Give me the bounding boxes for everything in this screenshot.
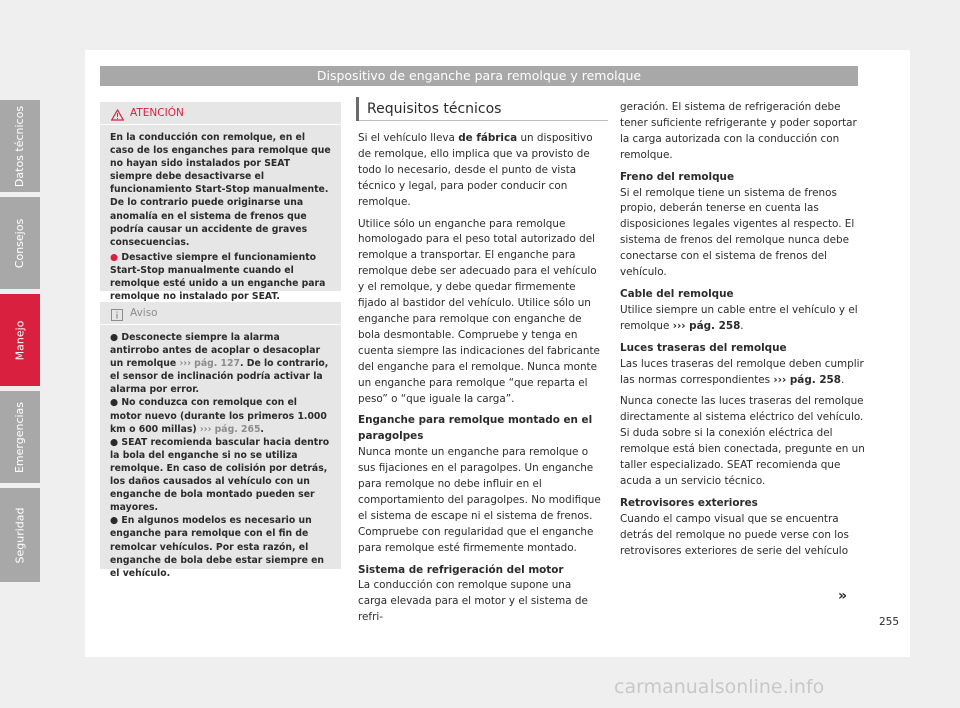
bullet-icon: ●: [110, 397, 119, 409]
page-reference-link[interactable]: ››› pág. 265: [199, 423, 261, 435]
paragraph: Utilice siempre un cable entre el vehículo y el remolque ››› pág. 258.: [620, 303, 858, 332]
tab-datos-tecnicos[interactable]: Datos técnicos: [0, 100, 40, 192]
warning-bullet-text: Desactive siempre el funcionamiento Start-Stop manualmente cuando el remolque esté unido a un enganche para remolque no instalado por SEAT.: [110, 251, 326, 303]
warning-box: [100, 102, 341, 303]
text-column-1: [358, 131, 603, 626]
tab-consejos[interactable]: Consejos: [0, 197, 40, 289]
warning-header: [100, 102, 341, 125]
paragraph: Las luces traseras del remolque deben cumplir las normas correspondientes ››› pág. 258.: [620, 357, 864, 386]
tab-manejo[interactable]: Manejo: [0, 294, 40, 386]
subheading: Retrovisores exteriores: [620, 496, 758, 509]
paragraph: Si el vehículo lleva de fábrica un dispositivo de remolque, ello implica que va provisto de todo lo necesario, desde el punto de vista técnico y legal, para poder conducir con remolque.: [358, 132, 593, 208]
subheading: Luces traseras del remolque: [620, 341, 787, 354]
page-header: Dispositivo de enganche para remolque y remolque: [100, 66, 858, 86]
subheading: Enganche para remolque montado en el paragolpes: [358, 414, 593, 443]
warning-triangle-icon: [111, 107, 124, 129]
tab-emergencias[interactable]: Emergencias: [0, 391, 40, 483]
paragraph: Utilice sólo un enganche para remolque homologado para el peso total autorizado del remolque a transportar. El enganche para remolque debe ser adecuado para el vehículo y el remolque, y debe quedar firmemente fijado al bastidor del vehículo. Utilice sólo un enganche para remolque con enganche de bola desmontable. Compruebe y tenga en cuenta siempre las indicaciones del fabricante del enganche para el remolque. Nunca monte un enganche para remolque “que reparta el peso” o “que iguale la carga”.: [358, 217, 600, 405]
page-reference-link[interactable]: ››› pág. 258: [773, 373, 842, 386]
continue-mark: »: [838, 588, 848, 604]
warning-title: ATENCIÓN: [130, 107, 184, 119]
watermark: carmanualsonline.info: [614, 676, 825, 698]
aviso-body: [100, 325, 341, 588]
subheading: Cable del remolque: [620, 287, 734, 300]
page-reference-link[interactable]: ››› pág. 258: [672, 319, 741, 332]
bullet-icon: ●: [110, 436, 119, 448]
warning-body: [100, 125, 341, 311]
bullet-icon: ●: [110, 251, 119, 263]
info-icon: [111, 307, 123, 329]
aviso-header: [100, 302, 341, 325]
page-number: 255: [879, 616, 900, 628]
paragraph: La conducción con remolque supone una carga elevada para el motor y el sistema de refri-: [358, 579, 588, 624]
aviso-bullet-3: ● SEAT recomienda bascular hacia dentro la bola del enganche si no se utiliza remolque. En caso de colisión por detrás, los daños causados al vehículo con un enganche de bola montado pueden ser mayores.: [110, 436, 330, 514]
paragraph: Nunca conecte las luces traseras del remolque directamente al sistema eléctrico del vehículo. Si duda sobre si la conexión eléctrica del remolque está bien conectada, pregunte en un taller especializado. SEAT recomienda que acuda a un servicio técnico.: [620, 395, 865, 487]
section-title: Requisitos técnicos: [356, 97, 608, 121]
page-reference-link[interactable]: ››› pág. 127: [179, 358, 240, 370]
warning-bullet: [110, 251, 331, 303]
paragraph: Si el remolque tiene un sistema de frenos propio, deberán tenerse en cuenta las disposiciones legales vigentes al respecto. El sistema de frenos del remolque nunca debe conectarse con el sistema de frenos del vehículo.: [620, 186, 855, 279]
warning-text: En la conducción con remolque, en el caso de los enganches para remolque que no hayan sido instalados por SEAT siempre debe desactivarse el funcionamiento Start-Stop manualmente. De lo contrario puede originarse una anomalía en el sistema de frenos que podría causar un accidente de graves consecuencias.: [110, 132, 331, 248]
aviso-bullet-1: ● Desconecte siempre la alarma antirrobo antes de acoplar o desacoplar un remolque ››› pág. 127. De lo contrario, el sensor de inclinación podría activar la alarma por error.: [110, 332, 329, 396]
subheading: Freno del remolque: [620, 170, 735, 183]
tab-seguridad[interactable]: Seguridad: [0, 488, 40, 582]
paragraph: Cuando el campo visual que se encuentra detrás del remolque no puede verse con los retrovisores exteriores de serie del vehículo: [620, 512, 849, 557]
text-column-2: [620, 100, 865, 559]
bullet-icon: ●: [110, 332, 119, 343]
paragraph: geración. El sistema de refrigeración debe tener suficiente refrigerante y poder soportar la carga autorizada con la conducción con remolque.: [620, 101, 857, 161]
aviso-box: [100, 302, 341, 579]
paragraph: Nunca monte un enganche para remolque o sus fijaciones en el paragolpes. Un enganche para remolque no debe influir en el comportamiento del paragolpes. No modifique el sistema de escape ni el sistema de frenos. Compruebe con regularidad que el enganche para remolque esté firmemente montado.: [358, 446, 601, 554]
subheading: Sistema de refrigeración del motor: [358, 563, 564, 576]
aviso-bullet-4: ● En algunos modelos es necesario un enganche para remolque con el fin de remolcar vehículos. Por esta razón, el enganche de bola debe estar siempre en el vehículo.: [110, 515, 325, 579]
aviso-title: Aviso: [130, 307, 158, 319]
bullet-icon: ●: [110, 515, 119, 527]
aviso-bullet-2: ● No conduzca con remolque con el motor nuevo (durante los primeros 1.000 km o 600 millas) ››› pág. 265.: [110, 397, 327, 435]
